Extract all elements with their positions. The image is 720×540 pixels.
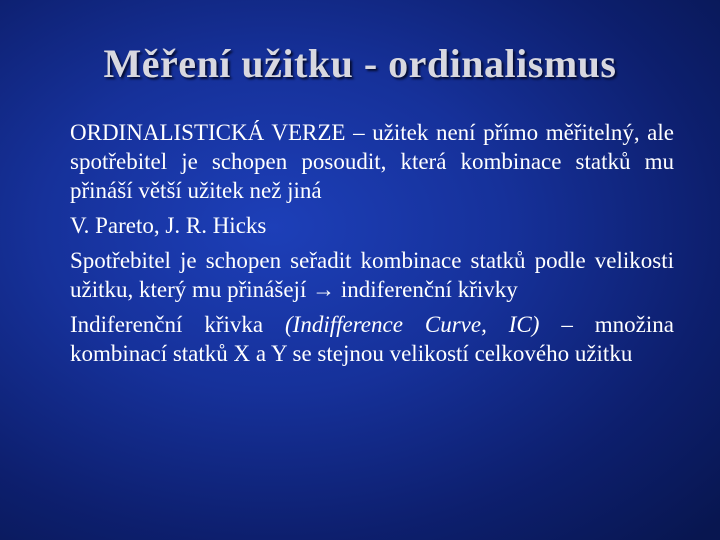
ordinalist-version-text: – užitek není přímo měřitelný, ale spotřebitel je schopen posoudit, která kombinace statků mu přináší větší užitek než jiná (70, 120, 674, 203)
slide-body (70, 118, 674, 374)
paragraph-ranking: Spotřebitel je schopen seřadit kombinace statků podle velikosti užitku, který mu přinášejí → indiferenční křivky (70, 248, 674, 302)
indifference-curve-lead: Indiferenční křivka (70, 312, 286, 337)
paragraph-ordinalist-version (70, 118, 674, 205)
ordinalist-version-lead: ORDINALISTICKÁ VERZE (70, 120, 346, 145)
paragraph-indifference-curve (70, 310, 674, 368)
indifference-curve-definition: – množina kombinací statků X a Y se stejnou velikostí celkového užitku (70, 312, 674, 366)
indifference-curve-english-term: (Indifference Curve, IC) (285, 312, 540, 337)
paragraph-authors: V. Pareto, J. R. Hicks (70, 213, 267, 238)
slide-title: Měření užitku - ordinalismus (103, 41, 617, 86)
